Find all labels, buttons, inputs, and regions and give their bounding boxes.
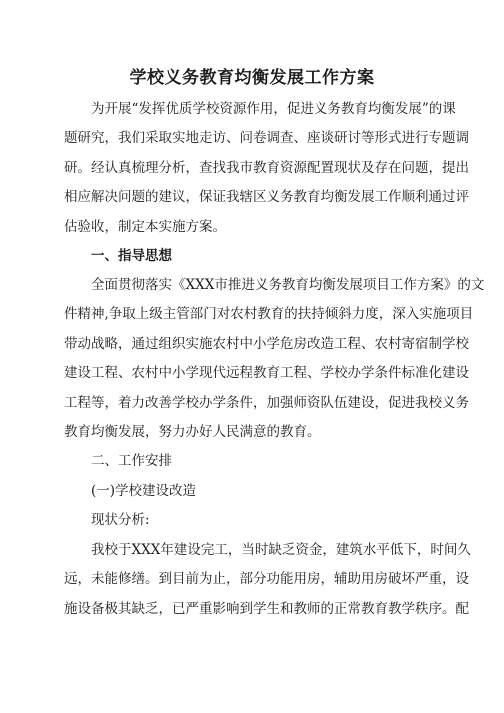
section-heading-text: 二、工作安排: [91, 453, 172, 469]
paragraph-line: 件精神,争取上级主管部门对农村教育的扶持倾斜力度，深入实施项目: [64, 306, 474, 323]
intro-line: 相应解决问题的建议，保证我辖区义务教育均衡发展工作顺利通过评: [64, 189, 469, 206]
status-analysis-paragraph: [64, 536, 471, 624]
section-heading-work-arrangement: [64, 447, 444, 476]
paragraph-line: 建设工程、农村中小学现代远程教育工程、学校办学条件标准化建设: [64, 365, 469, 382]
subsection-heading-school-construction: [64, 477, 444, 506]
section-heading-guiding-ideology: [64, 242, 444, 271]
document-title: 学校义务教育均衡发展工作方案: [129, 68, 375, 88]
intro-line: 估验收，制定本实施方案。: [64, 218, 226, 235]
paragraph-line: 带动战略，通过组织实施农村中小学危房改造工程、农村寄宿制学校: [64, 335, 469, 352]
paragraph-line: 教育均衡发展，努力办好人民满意的教育。: [64, 423, 321, 440]
guiding-ideology-paragraph: [64, 271, 485, 447]
intro-line: 研。经认真梳理分析，查找我市教育资源配置现状及存在问题，提出: [64, 159, 469, 176]
status-analysis-label: [64, 506, 444, 535]
subsection-heading-text: (一)学校建设改造: [91, 483, 197, 499]
paragraph-line: 全面贯彻落实《XXX市推进义务教育均衡发展项目工作方案》的文: [91, 277, 485, 293]
intro-line: 题研究，我们采取实地走访、问卷调查、座谈研讨等形式进行专题调: [64, 130, 469, 147]
paragraph-line: 工程等，着力改善学校办学条件，加强师资队伍建设，促进我校义务: [64, 394, 469, 411]
intro-paragraph: [64, 95, 469, 242]
section-heading-text: 一、指导思想: [91, 248, 172, 264]
paragraph-line: 我校于XXX年建设完工，当时缺乏资金，建筑水平低下，时间久: [91, 542, 471, 558]
paragraph-line: 远，未能修缮。到目前为止，部分功能用房，辅助用房破坏严重，设: [64, 571, 469, 588]
status-label-text: 现状分析:: [91, 512, 150, 528]
intro-line: 为开展“发挥优质学校资源作用，促进义务教育均衡发展”的课: [91, 101, 456, 117]
paragraph-line: 施设备极其缺乏，已严重影响到学生和教师的正常教育教学秩序。配: [64, 600, 469, 617]
